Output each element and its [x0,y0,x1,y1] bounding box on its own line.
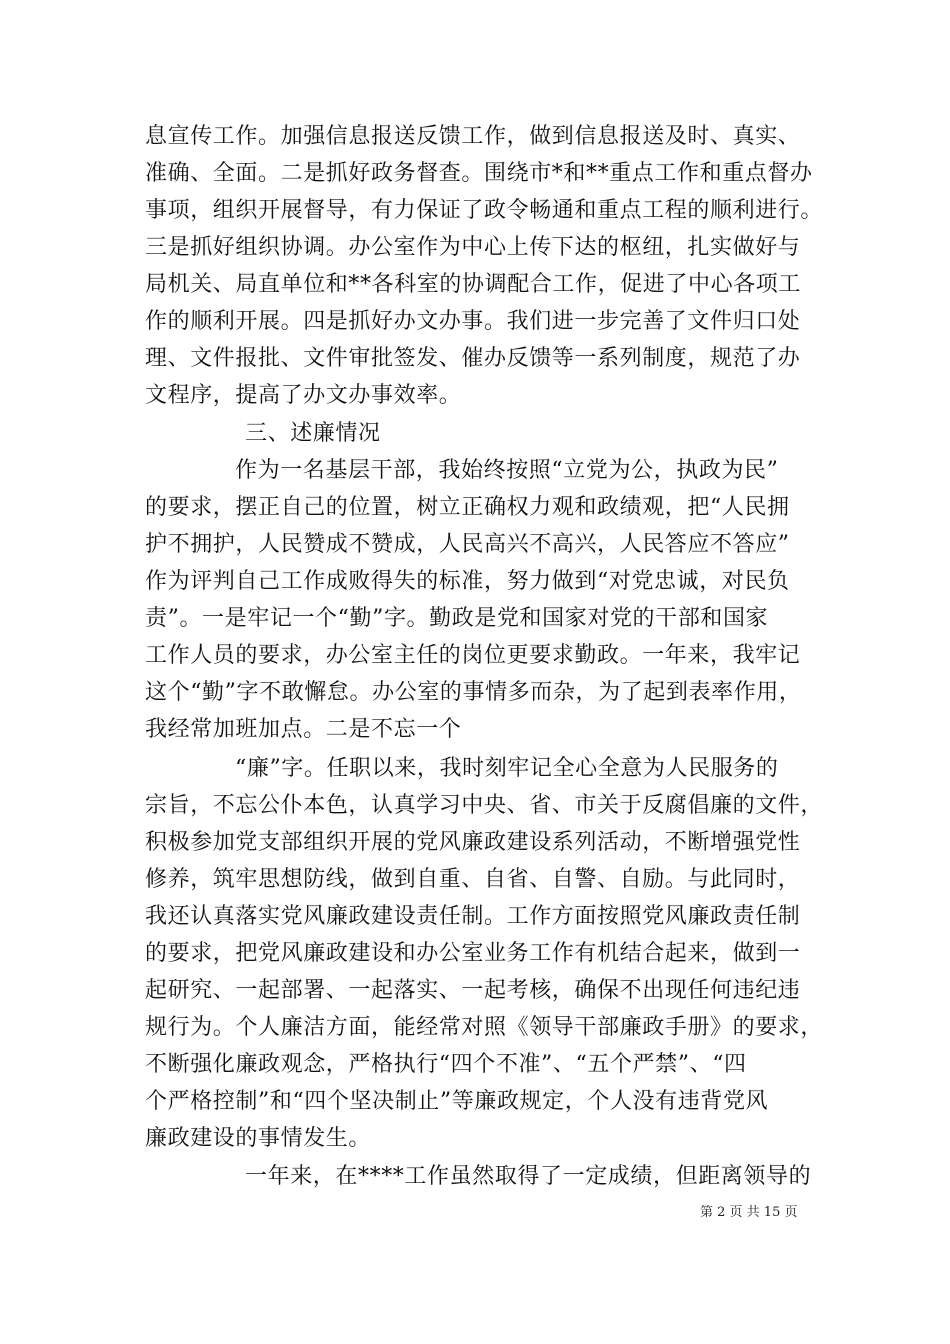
text-line: 这个“勤”字不敢懈怠。办公室的事情多而杂，为了起到表率作用， [145,680,802,705]
text-line: 事项，组织开展督导，有力保证了政令畅通和重点工程的顺利进行。 [145,198,824,223]
text-line: 责”。一是牢记一个“勤”字。勤政是党和国家对党的干部和国家 [145,606,769,631]
text-line: 不断强化廉政观念，严格执行“四个不准”、“五个严禁”、“四 [145,1052,747,1077]
text-line: 我经常加班加点。二是不忘一个 [145,717,462,742]
text-line: 文程序，提高了办文办事效率。 [145,383,462,408]
text-line: 三是抓好组织协调。办公室作为中心上传下达的枢纽，扎实做好与 [145,235,801,260]
text-line: 我还认真落实党风廉政建设责任制。工作方面按照党风廉政责任制 [145,904,801,929]
text-line: 作为一名基层干部，我始终按照“立党为公，执政为民” [235,458,779,483]
text-line: 作的顺利开展。四是抓好办文办事。我们进一步完善了文件归口处 [145,309,801,334]
text-line: 起研究、一起部署、一起落实、一起考核，确保不出现任何违纪违 [145,978,801,1003]
text-line: 一年来，在****工作虽然取得了一定成绩，但距离领导的 [245,1164,812,1189]
text-line: 作为评判自己工作成败得失的标准，努力做到“对党忠诚，对民负 [145,569,790,594]
text-line: 廉政建设的事情发生。 [145,1126,372,1151]
text-line: 理、文件报批、文件审批签发、催办反馈等一系列制度，规范了办 [145,346,801,371]
text-line: 修养，筑牢思想防线，做到自重、自省、自警、自励。与此同时， [145,867,801,892]
text-line: 规行为。个人廉洁方面，能经常对照《领导干部廉政手册》的要求， [145,1015,824,1040]
text-line: 的要求，摆正自己的位置，树立正确权力观和政绩观，把“人民拥 [145,495,790,520]
text-line: 工作人员的要求，办公室主任的岗位更要求勤政。一年来，我牢记 [145,643,801,668]
text-line: 护不拥护，人民赞成不赞成，人民高兴不高兴，人民答应不答应” [145,532,790,557]
text-line: 局机关、局直单位和**各科室的协调配合工作，促进了中心各项工 [145,272,802,297]
text-line: 积极参加党支部组织开展的党风廉政建设系列活动，不断增强党性 [145,830,801,855]
section-heading: 三、述廉情况 [245,421,381,446]
text-line: 宗旨，不忘公仆本色，认真学习中央、省、市关于反腐倡廉的文件， [145,793,824,818]
text-line: 的要求，把党风廉政建设和办公室业务工作有机结合起来，做到一 [145,941,801,966]
page-number-footer: 第 2 页 共 15 页 [700,1205,798,1220]
text-line: 个严格控制”和“四个坚决制止”等廉政规定，个人没有违背党风 [145,1089,769,1114]
text-line: “廉”字。任职以来，我时刻牢记全心全意为人民服务的 [235,756,779,781]
text-line: 准确、全面。二是抓好政务督查。围绕市*和**重点工作和重点督办 [145,161,813,186]
text-line: 息宣传工作。加强信息报送反馈工作，做到信息报送及时、真实、 [145,124,801,149]
